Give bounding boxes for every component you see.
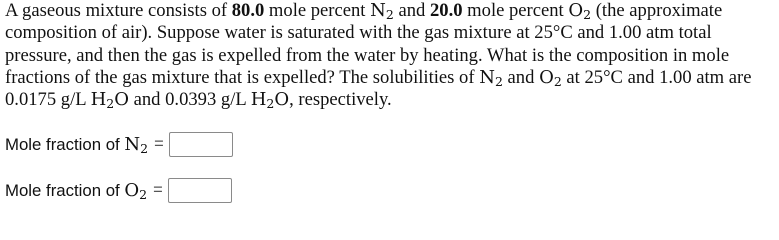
n2-mole-fraction-input[interactable] [169, 132, 233, 157]
n2-percent: 80.0 [231, 0, 265, 21]
o2-formula: $O_2$ [124, 179, 148, 202]
problem-text: mole percent [264, 0, 371, 21]
h2o-formula: $H_2O$ [250, 89, 290, 112]
problem-text: and [502, 66, 540, 88]
o2-formula: $O_2$ [568, 0, 592, 22]
n2-answer-row [5, 129, 233, 159]
o2-formula: $O_2$ [539, 66, 562, 89]
equals-sign: = [153, 180, 163, 199]
o2-answer-row [5, 175, 232, 205]
problem-text: , respectively. [289, 89, 392, 111]
problem-text: mole percent [462, 0, 569, 21]
o2-percent: 20.0 [429, 0, 463, 21]
problem-text: and 0.0393 g/L [128, 89, 251, 111]
n2-formula: $N_2$ [124, 133, 149, 156]
problem-statement [5, 0, 775, 111]
n2-answer-label: Mole fraction of $N_2$ [5, 133, 149, 156]
o2-answer-label: Mole fraction of $O_2$ [5, 179, 148, 202]
o2-mole-fraction-input[interactable] [168, 178, 232, 203]
equals-sign: = [154, 134, 164, 153]
problem-text: and [393, 0, 430, 21]
problem-text: A gaseous mixture consists of [5, 0, 232, 21]
problem-text: at 25°C and 1.00 atm are 0.0175 g/L [5, 66, 752, 111]
h2o-formula: $H_2O$ [90, 89, 129, 112]
problem-text: (the approximate composition of air). Suppose water is saturated with the gas mixture at 25°C and 1.00 atm total pressure, and then the gas is expelled from the water by heating. What is the composition in mole fractions of the gas mixture that is expelled? The solubilities of [5, 0, 730, 88]
n2-formula: $N_2$ [370, 0, 394, 22]
n2-formula: $N_2$ [479, 66, 503, 89]
